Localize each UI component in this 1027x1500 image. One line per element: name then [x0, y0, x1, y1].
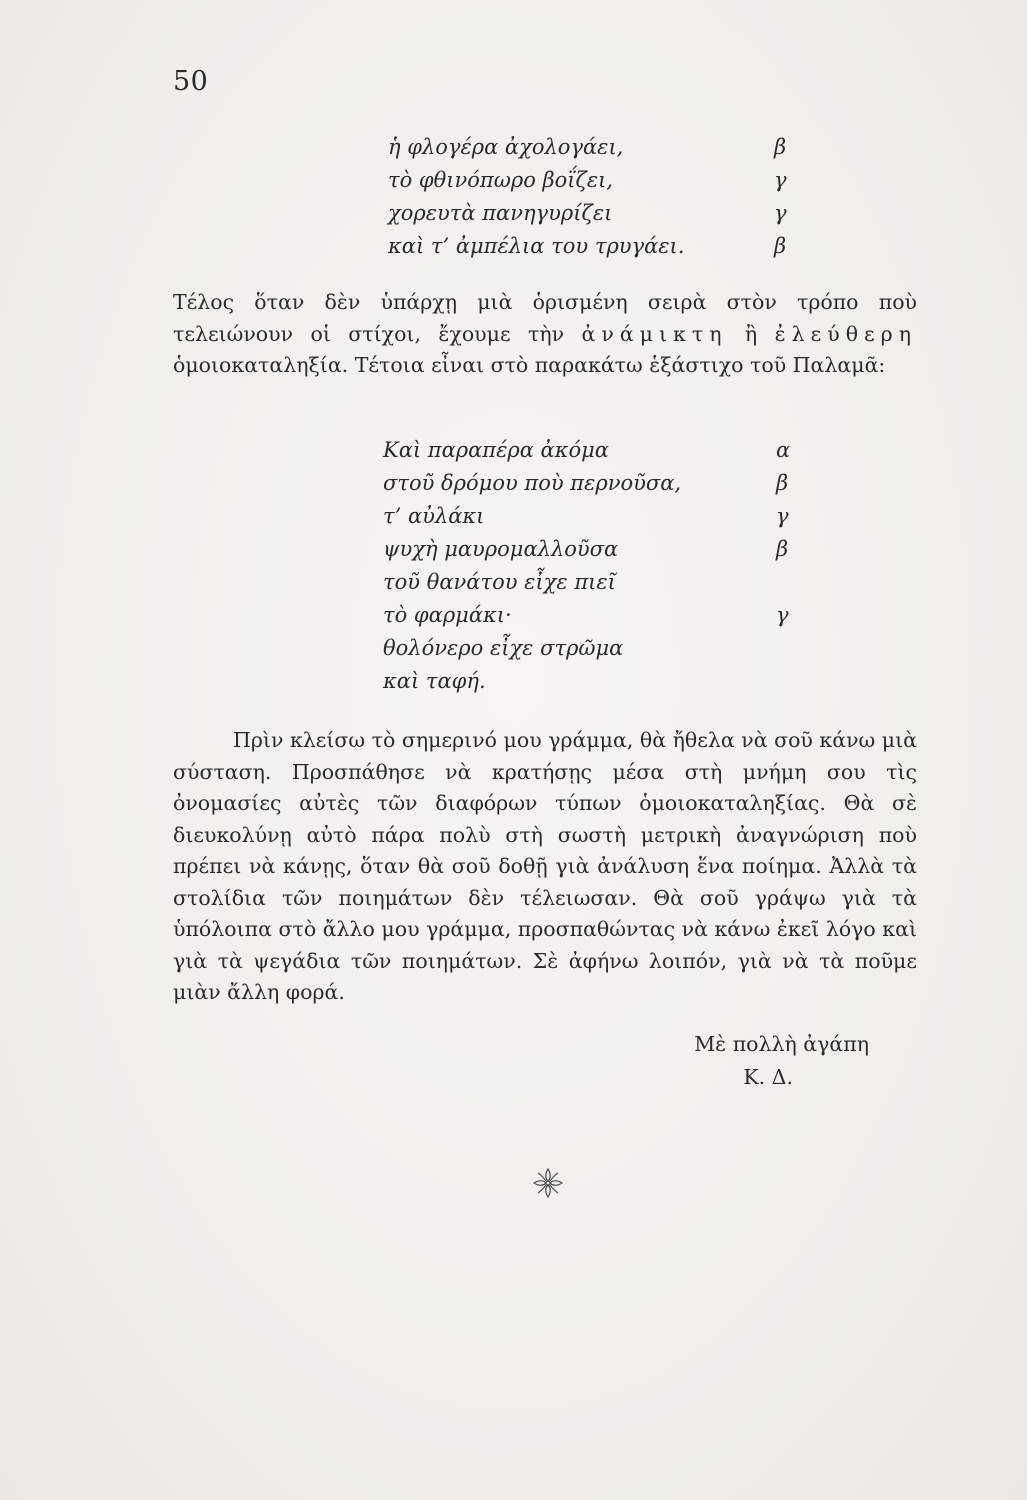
verse-text: θολόνερο εἶχε στρῶμα	[383, 636, 624, 660]
rhyme-letter: β	[774, 135, 787, 159]
author-initials: Κ. Δ.	[743, 1065, 793, 1089]
rhyme-letter: γ	[774, 168, 787, 192]
signoff	[694, 1028, 869, 1094]
verse-text: ψυχὴ μαυρομαλλοῦσα	[383, 537, 619, 561]
rhyme-letter: β	[776, 471, 789, 495]
page-number: 50	[173, 66, 209, 97]
paragraph-rhyme-types	[173, 287, 917, 382]
verse-text: χορευτὰ πανηγυρίζει	[388, 201, 613, 225]
paragraph-text-or: ἢ	[727, 321, 775, 346]
spaced-term-mixed: ἀνάμικτη	[581, 321, 728, 346]
rhyme-letter: β	[774, 234, 787, 258]
verse-text: καὶ τ’ ἀμπέλια του τρυγάει.	[388, 234, 685, 258]
verse-text: καὶ ταφή.	[383, 669, 486, 693]
rhyme-letter: α	[776, 438, 791, 462]
paragraph-closing-advice: Πρὶν κλείσω τὸ σημερινό μου γράμμα, θὰ ἤθελα νὰ σοῦ κάνω μιὰ σύσταση. Προσπάθησε νὰ κρατήσῃς μέσα στὴ μνήμη σου τὶς ὀνομασίες αὐτὲς τῶν διαφόρων τύπων ὁμοιοκαταληξίας. Θὰ σὲ διευκολύνῃ αὐτὸ πάρα πολὺ στὴ σωστὴ μετρικὴ ἀναγνώριση ποὺ πρέπει νὰ κάνῃς, ὅταν θὰ σοῦ δοθῇ γιὰ ἀνάλυση ἕνα ποίημα. Ἀλλὰ τὰ στολίδια τῶν ποιημάτων δὲν τέλειωσαν. Θὰ σοῦ γράψω γιὰ τὰ ὑπόλοιπα στὸ ἄλλο μου γράμμα, προσπαθώντας νὰ κάνω ἐκεῖ λόγο καὶ γιὰ τὰ ψεγάδια τῶν ποιημάτων. Σὲ ἀφήνω λοιπόν, γιὰ νὰ τὰ ποῦμε μιὰν ἄλλη φορά.	[173, 728, 917, 1004]
verse-text: τὸ φθινόπωρο βοΐζει,	[388, 168, 614, 192]
paragraph-text-start: Τέλος ὅταν δὲν ὑπάρχῃ μιὰ ὁρισμένη σειρὰ στὸν τρόπο ποὺ τελειώνουν οἱ στίχοι, ἔχουμε τὴν	[173, 290, 917, 346]
verse-text: Καὶ παραπέρα ἀκόμα	[383, 438, 609, 462]
spaced-term-free: ἐλεύθερη	[774, 321, 917, 346]
rhyme-letter: γ	[774, 201, 787, 225]
closing-salutation: Μὲ πολλὴ ἀγάπη	[694, 1032, 869, 1056]
rhyme-letter: β	[776, 537, 789, 561]
verse-text: τὸ φαρμάκι·	[383, 603, 512, 627]
verse-text: στοῦ δρόμου ποὺ περνοῦσα,	[383, 471, 682, 495]
paragraph-text-end: ὁμοιοκαταληξία. Τέτοια εἶναι στὸ παρακάτω ἑξάστιχο τοῦ Παλαμᾶ:	[173, 353, 886, 377]
rhyme-letter: γ	[776, 504, 789, 528]
floral-ornament-icon	[531, 1166, 565, 1200]
verse-text: ἡ φλογέρα ἀχολογάει,	[388, 135, 624, 159]
rhyme-letter: γ	[776, 603, 789, 627]
verse-text: τοῦ θανάτου εἶχε πιεῖ	[383, 570, 616, 594]
verse-text: τ’ αὐλάκι	[383, 504, 485, 528]
